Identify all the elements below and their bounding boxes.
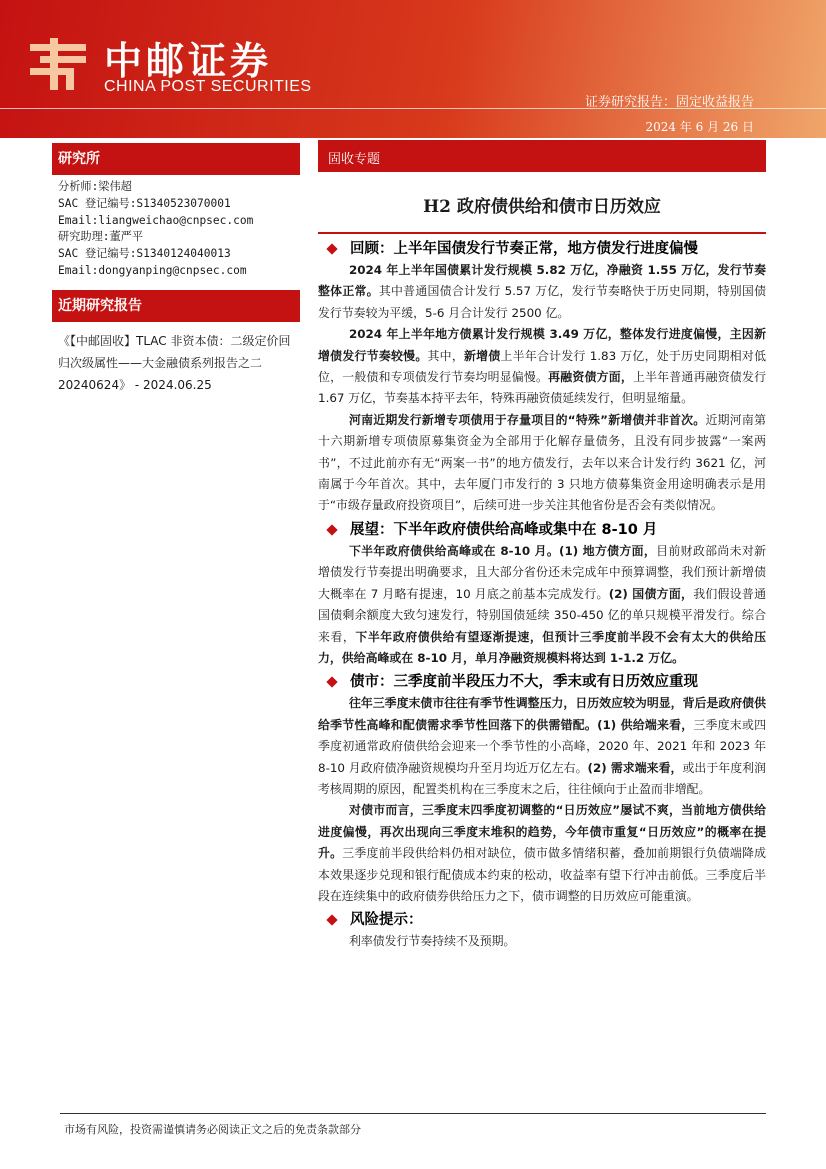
paragraph-risk: 利率债发行节奏持续不及预期。 — [348, 934, 516, 949]
paragraph-emphasis: 下半年政府债供给有望逐渐提速，但预计三季度前半段不会有太大的供给压力，供给高峰或在 8-10 月，单月净融资规模料将达到 1-1.2 万亿。 — [318, 629, 766, 665]
paragraph-text: 其中， — [427, 348, 464, 363]
section-heading-risk: 风险提示： — [318, 909, 766, 931]
paragraph-lead: 往年三季度末债市往往有季节性调整压力，日历效应较为明显，背后是政府债供给季节性高峰和配债需求季节性回落下的供需错配。 — [318, 696, 766, 732]
paragraph-text: 或出于年度利润考核周期的原因，配置类机构在三季度末之后，往往倾向于止盈而非增配。 — [318, 760, 766, 796]
paragraph-treasury — [318, 260, 766, 324]
paragraph-calendar-effect — [318, 800, 766, 907]
main-content — [318, 236, 766, 953]
sidebar — [52, 143, 300, 396]
paragraph-henan — [318, 410, 766, 517]
topic-bar — [318, 140, 766, 172]
report-date: 2024 年 6 月 26 日 — [645, 120, 754, 134]
paragraph-lead: 2024 年上半年国债累计发行规模 5.82 万亿，净融资 1.55 万亿，发行节奏整体正常。 — [318, 263, 766, 299]
paragraph-lead: 2024 年上半年地方债累计发行规模 3.49 万亿，整体发行进度偏慢，主因新增债发行节奏较慢。 — [318, 327, 766, 363]
paragraph-text: 目前财政部尚未对新增债发行节奏提出明确要求，且大部分省份还未完成年中预算调整，我们预计新增债大概率在 7 月略有提速，10 月底之前基本完成发行。 — [318, 543, 766, 601]
title-divider — [318, 232, 766, 234]
assistant-name: 研究助理:董严平 — [58, 230, 144, 244]
paragraph-text: 近期河南第十六期新增专项债原募集资金为全部用于化解存量债务，且没有同步披露“一案两书”，不过此前亦有无“两案一书”的地方债发行，去年以来合计发行约 3621 亿，河南属于今年首次。其中，去年厦门市发行的 3 只地方债募集资金用途明确表示是用于“市级存量政府投资项目”，后续可进一步关注其他省份是否会有类似情况。 — [318, 412, 766, 513]
brand-name-cn: 中邮证券 — [104, 39, 273, 83]
assistant-sac: SAC 登记编号:S1340124040013 — [58, 247, 231, 261]
china-post-logo-icon — [26, 34, 90, 94]
paragraph-emphasis: 三季度末四季度初调整的“日历效应”屡试不爽，当前地方债供给进度偏慢，再次出现向三季度末堆积的趋势，今年债市重复“日历效应”的概率在提升。 — [318, 803, 766, 861]
brand-name-en: CHINA POST SECURITIES — [104, 78, 312, 95]
paragraph-text: 三季度末或四季度初通常政府债供给会迎来一个季节性的小高峰，2020 年、2021 年和 2023 年 8-10 月政府债净融资规模均升至月均近万亿左右。 — [318, 717, 766, 775]
document-title: H2 政府债供给和债市日历效应 — [423, 197, 661, 217]
institute-heading: 研究所 — [52, 143, 300, 175]
paragraph-text: 上半年合计发行 1.83 万亿，处于历史同期相对低位，一般债和专项债发行节奏均明显偏慢。 — [318, 348, 766, 385]
analyst-info — [52, 175, 300, 284]
assistant-email[interactable]: Email:dongyanping@cnpsec.com — [58, 263, 247, 277]
section-heading-review: 回顾：上半年国债发行节奏正常，地方债发行进度偏慢 — [318, 238, 766, 260]
paragraph-text: 其中普通国债合计发行 5.57 万亿，发行节奏略快于历史同期，特别国债发行节奏较为平缓，5-6 月合计发行 2500 亿。 — [318, 284, 766, 320]
paragraph-emphasis: (1) 供给端来看， — [597, 717, 694, 732]
paragraph-local-bonds — [318, 324, 766, 410]
analyst-email[interactable]: Email:liangweichao@cnpsec.com — [58, 213, 254, 227]
paragraph-seasonality — [318, 693, 766, 800]
paragraph-emphasis: (2) 需求端来看， — [587, 760, 683, 775]
topic-label: 固收专题 — [328, 152, 381, 167]
paragraph-lead: 河南近期发行新增专项债用于存量项目的“特殊”新增债并非首次。 — [348, 412, 706, 427]
section-heading-outlook: 展望：下半年政府债供给高峰或集中在 8-10 月 — [318, 519, 766, 541]
analyst-name: 分析师:梁伟超 — [58, 180, 132, 193]
recent-report-link[interactable]: 《【中邮固收】TLAC 非资本债：二级定价回归次级属性——大金融债系列报告之二 20240624》 - 2024.06.25 — [58, 333, 291, 392]
paragraph-text: 三季度前半段供给料仍相对缺位，债市做多情绪积蓄，叠加前期银行负债端降成本效果逐步兑现和银行配债成本约束的松动，收益率有望下行冲击前低。三季度后半段在连续集中的政府债券供给压力之下，债市调整的日历效应可能重演。 — [318, 846, 766, 903]
paragraph-emphasis: 再融资债方面， — [548, 370, 633, 385]
header-banner — [0, 0, 826, 138]
recent-reports-heading: 近期研究报告 — [52, 290, 300, 322]
analyst-sac: SAC 登记编号:S1340523070001 — [58, 196, 231, 210]
footer-divider — [60, 1113, 766, 1114]
paragraph-emphasis: (2) 国债方面， — [608, 586, 694, 601]
paragraph-text: 上半年普通再融资债发行 1.67 万亿，节奏基本持平去年，特殊再融资债延续发行，但明显缩量。 — [318, 370, 766, 406]
paragraph-emphasis: 新增债 — [464, 348, 501, 363]
paragraph-outlook — [318, 541, 766, 669]
paragraph-lead: 下半年政府债供给高峰或在 8-10 月。(1) 地方债方面， — [348, 543, 657, 558]
report-type: 证券研究报告：固定收益报告 — [584, 95, 754, 110]
section-heading-bond-market: 债市：三季度前半段压力不大，季末或有日历效应重现 — [318, 671, 766, 693]
paragraph-lead: 对债市而言， — [348, 803, 422, 818]
footer-disclaimer: 市场有风险，投资需谨慎请务必阅读正文之后的免责条款部分 — [64, 1123, 361, 1136]
paragraph-text: 我们假设普通国债剩余额度大致匀速发行，特别国债延续 350-450 亿的单只规模平滑发行。综合来看， — [318, 586, 766, 644]
